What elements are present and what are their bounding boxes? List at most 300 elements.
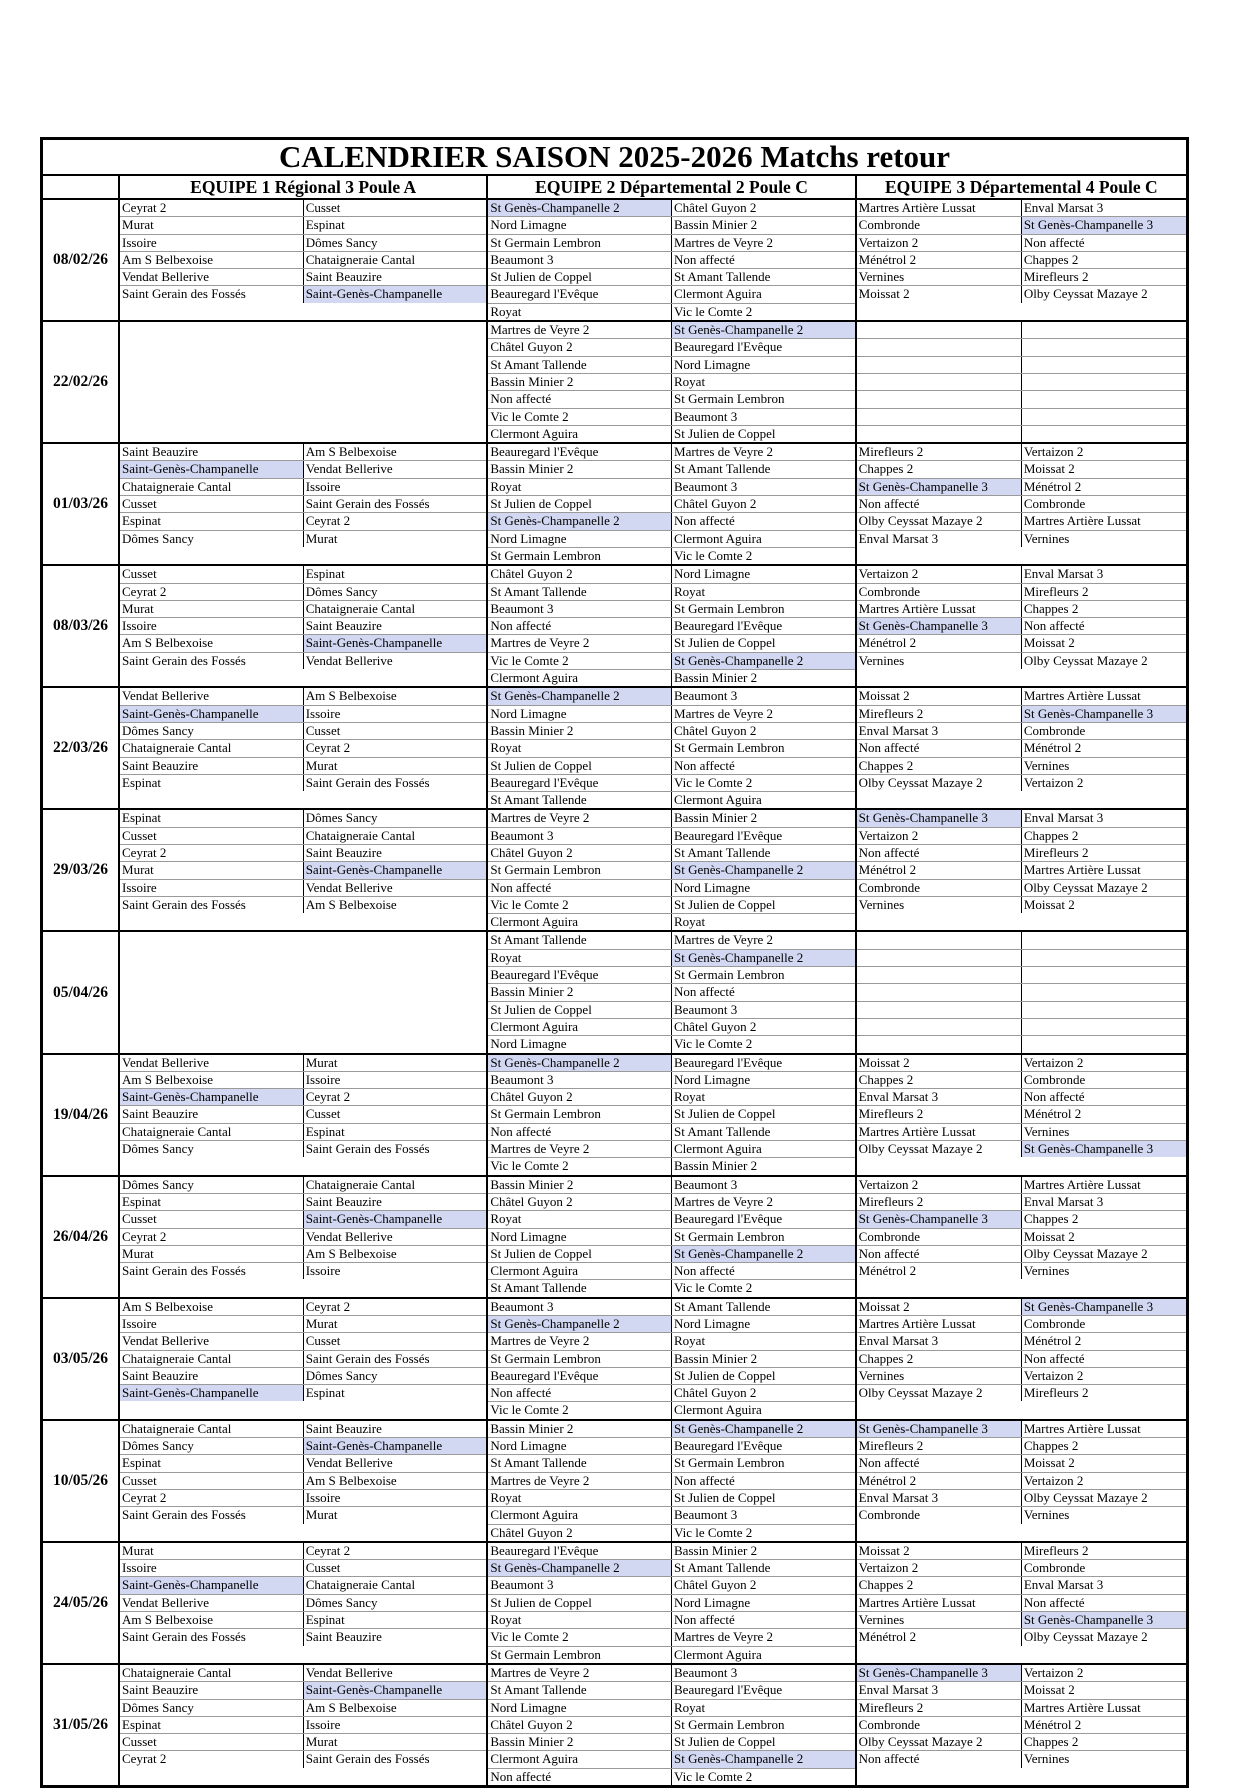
matchday-date: 08/02/26 [52,251,109,269]
fixture-row [857,1629,1186,1645]
away-team: Non affecté [671,1263,855,1279]
home-team: Ceyrat 2 [122,844,167,860]
fixture-row [488,1525,854,1541]
home-team: Martres de Veyre 2 [490,1472,590,1488]
fixture-row [857,391,1186,408]
home-team: Am S Belbexoise [122,1612,214,1628]
away-team: Saint-Genès-Champanelle [303,635,487,651]
home-team: Saint Gerain des Fossés [122,1629,246,1645]
away-team: Martres Artière Lussat [1021,862,1186,878]
home-team: Martres Artière Lussat [858,600,976,616]
fixture-row [488,1700,854,1717]
home-team: Martres de Veyre 2 [490,810,590,826]
away-team: Am S Belbexoise [303,444,487,460]
home-team: Vernines [858,1367,905,1383]
away-team: Saint Gerain des Fossés [303,496,487,512]
fixture-row [488,1769,854,1785]
fixture-row [488,496,854,513]
fixture-row [488,426,854,442]
fixture-row [488,1490,854,1507]
away-team: Saint Gerain des Fossés [303,1751,487,1767]
fixture-row [488,200,854,217]
fixture-row [488,1402,854,1418]
fixture-row [120,1333,486,1350]
fixture-row [857,1089,1186,1106]
away-team: Chappes 2 [1021,1211,1186,1227]
home-team: St Genès-Champanelle 3 [857,618,1021,634]
away-team: Saint Beauzire [303,1421,487,1437]
away-team [1021,357,1186,373]
fixture-row [857,584,1186,601]
home-team: Beauregard l'Evêque [490,444,599,460]
home-team: Royat [490,949,522,965]
fixture-row [120,810,486,827]
home-team: Nord Limagne [490,705,567,721]
away-team: Cusset [303,1106,487,1122]
home-team: Beaumont 3 [490,600,554,616]
away-team: Vernines [1021,1507,1186,1523]
fixture-row [120,740,486,757]
home-team: Vernines [858,652,905,668]
home-team: Vendat Bellerive [122,1333,210,1349]
fixture-row [857,1055,1186,1072]
away-team: Beaumont 3 [671,1507,855,1523]
home-team: St Genès-Champanelle 2 [488,200,671,216]
away-team [1021,932,1186,948]
team-2-fixtures [486,1665,854,1785]
home-team: Am S Belbexoise [122,1298,214,1314]
fixture-row [120,688,486,705]
fixture-row [488,1682,854,1699]
home-team: St Germain Lembron [490,1106,601,1122]
home-team: Martres de Veyre 2 [490,1141,590,1157]
away-team: Martres Artière Lussat [1021,1700,1186,1716]
home-team: Saint-Genès-Champanelle [120,706,303,722]
away-team: Beauregard l'Evêque [671,339,855,355]
home-team: Ceyrat 2 [122,583,167,599]
away-team: Am S Belbexoise [303,688,487,704]
team-3-fixtures [855,1177,1186,1297]
home-team: Vendat Bellerive [122,269,210,285]
home-team: Enval Marsat 3 [858,1089,939,1105]
fixture-row [857,601,1186,618]
home-team: Beauregard l'Evêque [490,1367,599,1383]
away-team: Beaumont 3 [671,479,855,495]
team-1-fixtures [118,688,486,808]
fixture-row [120,286,486,302]
home-team: Ménétrol 2 [858,635,917,651]
fixture-row [857,862,1186,879]
fixture-row [857,1333,1186,1350]
away-team: Olby Ceyssat Mazaye 2 [1021,653,1186,669]
matchday-date: 08/03/26 [52,617,109,635]
away-team: Cusset [303,1333,487,1349]
away-team: Châtel Guyon 2 [671,200,855,216]
home-team: Combronde [858,583,921,599]
home-team: Royat [490,740,522,756]
fixture-row [488,1751,854,1768]
away-team: Chataigneraie Cantal [303,601,487,617]
home-team: Moissat 2 [858,688,910,704]
fixture-row [488,461,854,478]
away-team: Mirefleurs 2 [1021,845,1186,861]
fixture-row [488,1351,854,1368]
fixture-row [857,1246,1186,1263]
home-team: St Julien de Coppel [490,757,592,773]
home-team: Vic le Comte 2 [490,652,569,668]
fixture-row [488,513,854,530]
fixture-row [488,1595,854,1612]
home-team: Olby Ceyssat Mazaye 2 [858,1734,983,1750]
away-team: Beauregard l'Evêque [671,1055,855,1071]
fixture-row [488,862,854,879]
home-team: Cusset [122,827,157,843]
away-team: Non affecté [1021,1595,1186,1611]
fixture-row [488,409,854,426]
away-team: Non affecté [671,252,855,268]
home-team: Saint Beauzire [122,1106,199,1122]
fixture-row [120,635,486,652]
fixture-row [120,1490,486,1507]
away-team: Chappes 2 [1021,601,1186,617]
away-team: Ménétrol 2 [1021,1106,1186,1122]
home-team: Beauregard l'Evêque [490,967,599,983]
home-team: Nord Limagne [490,1036,567,1052]
fixture-row [120,1141,486,1157]
fixture-row [488,1717,854,1734]
fixture-row [120,1194,486,1211]
fixture-row [488,548,854,564]
away-team: Vertaizon 2 [1021,444,1186,460]
away-team: Vernines [1021,1263,1186,1279]
fixture-row [120,1577,486,1594]
fixture-row [120,897,486,913]
fixture-row [488,1158,854,1174]
away-team: Combronde [1021,723,1186,739]
away-team: Enval Marsat 3 [1021,566,1186,582]
away-team: Ménétrol 2 [1021,1717,1186,1733]
away-team [1021,1002,1186,1018]
away-team: Mirefleurs 2 [1021,1385,1186,1401]
fixture-row [488,688,854,705]
matchday-date: 03/05/26 [52,1349,109,1367]
home-team: Royat [490,1211,522,1227]
fixture-row [488,635,854,652]
home-team [857,932,1021,948]
team-2-fixtures [486,1177,854,1297]
fixture-row [488,1473,854,1490]
away-team: Espinat [303,217,487,233]
fixture-row [120,1665,486,1682]
away-team: Olby Ceyssat Mazaye 2 [1021,1629,1186,1645]
away-team: Vic le Comte 2 [671,1769,855,1785]
away-team: Saint Beauzire [303,845,487,861]
fixture-row [857,1560,1186,1577]
matchday-block [43,1419,1186,1541]
away-team: Beaumont 3 [671,688,855,704]
away-team: Murat [303,1734,487,1750]
fixture-row [488,1368,854,1385]
fixture-row [488,984,854,1001]
fixture-row [120,1385,486,1401]
fixture-row [120,706,486,723]
away-team: Martres Artière Lussat [1021,688,1186,704]
home-team: Royat [490,303,522,319]
away-team [1021,1019,1186,1035]
away-team: Vertaizon 2 [1021,1055,1186,1071]
home-team: Vic le Comte 2 [490,1158,569,1174]
away-team: Chataigneraie Cantal [303,1177,487,1193]
home-team: Olby Ceyssat Mazaye 2 [858,1141,983,1157]
home-team: St Julien de Coppel [490,1245,592,1261]
away-team: St Genès-Champanelle 2 [671,950,855,966]
home-team: Saint-Genès-Champanelle [120,461,303,477]
home-team [857,950,1021,966]
fixture-row [488,286,854,303]
matchday-date: 26/04/26 [52,1227,109,1245]
fixture-row [120,880,486,897]
home-team: Espinat [122,774,162,790]
team-3-header: EQUIPE 3 Départemental 4 Poule C [855,176,1186,198]
away-team: Enval Marsat 3 [1021,200,1186,216]
home-team: Clermont Aguira [490,425,579,441]
away-team: Vernines [1021,1751,1186,1767]
fixture-row [120,496,486,513]
home-team: St Germain Lembron [490,1646,601,1662]
team-3-fixtures [855,444,1186,564]
away-team: Nord Limagne [671,357,855,373]
home-team: Moissat 2 [858,1542,910,1558]
away-team: Martres de Veyre 2 [671,444,855,460]
fixture-row [488,792,854,808]
fixture-row [120,601,486,618]
away-team: St Genès-Champanelle 2 [671,322,855,338]
home-team: Bassin Minier 2 [490,373,574,389]
away-team: Vic le Comte 2 [671,775,855,791]
away-team: Beauregard l'Evêque [671,1438,855,1454]
home-team: Beauregard l'Evêque [490,1542,599,1558]
home-team: Ménétrol 2 [858,251,917,267]
fixture-row [857,1700,1186,1717]
home-team: Clermont Aguira [490,1018,579,1034]
fixture-row [857,269,1186,286]
away-team: Espinat [303,566,487,582]
home-team: Chataigneraie Cantal [122,1420,232,1436]
home-team: St Genès-Champanelle 2 [488,1055,671,1071]
away-team: Châtel Guyon 2 [671,723,855,739]
fixture-row [488,1055,854,1072]
home-team: Mirefleurs 2 [858,444,924,460]
matchday-date: 01/03/26 [52,495,109,513]
fixture-row [857,1211,1186,1228]
home-team [857,357,1021,373]
fixture-row [120,1700,486,1717]
fixture-row [857,1577,1186,1594]
home-team: St Genès-Champanelle 3 [857,810,1021,826]
team-2-fixtures [486,932,854,1052]
home-team: St Amant Tallende [490,356,587,372]
away-team: Vertaizon 2 [1021,1665,1186,1681]
away-team: Vertaizon 2 [1021,1368,1186,1384]
away-team: Ceyrat 2 [303,1543,487,1559]
away-team: Saint Beauzire [303,1194,487,1210]
fixture-row [857,409,1186,426]
home-team: Non affecté [490,618,552,634]
home-team: Bassin Minier 2 [490,1176,574,1192]
matchday-date: 29/03/26 [52,861,109,879]
team-3-fixtures [855,1543,1186,1663]
fixture-row [857,1141,1186,1157]
away-team: St Germain Lembron [671,601,855,617]
fixture-row [488,653,854,670]
fixture-row [488,1665,854,1682]
fixture-row [857,1263,1186,1279]
away-team: Non affecté [671,1473,855,1489]
away-team: Vic le Comte 2 [671,1525,855,1541]
fixture-row [857,828,1186,845]
matchday-block [43,1663,1186,1785]
home-team: Issoire [122,1316,157,1331]
home-team: Nord Limagne [490,530,567,546]
matchday-block [43,1541,1186,1663]
fixture-row [488,1455,854,1472]
away-team: St Julien de Coppel [671,1106,855,1122]
fixture-row [857,357,1186,374]
away-team: Enval Marsat 3 [1021,1194,1186,1210]
home-team: Murat [122,862,154,878]
fixture-row [488,1629,854,1646]
away-team: Royat [671,914,855,930]
fixture-row [857,932,1186,949]
away-team: Murat [303,1507,487,1523]
fixture-row [857,235,1186,252]
fixture-row [857,252,1186,269]
home-team: Moissat 2 [858,1054,910,1070]
away-team: Moissat 2 [1021,635,1186,651]
away-team: Ceyrat 2 [303,513,487,529]
fixture-row [120,1629,486,1645]
fixture-row [120,775,486,791]
away-team: Chappes 2 [1021,828,1186,844]
fixture-row [488,1734,854,1751]
home-team: Chappes 2 [858,1350,914,1366]
calendar-table [40,137,1189,1788]
away-team: Espinat [303,1124,487,1140]
fixture-row [857,531,1186,547]
home-team: Vic le Comte 2 [490,408,569,424]
home-team: Martres de Veyre 2 [490,322,590,338]
away-team: Vertaizon 2 [1021,1473,1186,1489]
away-team: Non affecté [671,758,855,774]
home-team: Saint Beauzire [122,1367,199,1383]
away-team: Non affecté [671,984,855,1000]
home-team: St Genès-Champanelle 3 [857,479,1021,495]
fixture-row [857,1351,1186,1368]
fixture-row [488,1299,854,1316]
home-team: Enval Marsat 3 [858,530,939,546]
home-team: Non affecté [490,1385,552,1401]
home-team: Am S Belbexoise [122,1071,214,1087]
away-team: Bassin Minier 2 [671,1543,855,1559]
fixture-row [488,1002,854,1019]
home-team: Am S Belbexoise [122,251,214,267]
home-team: Vernines [858,269,905,285]
away-team: St Genès-Champanelle 2 [671,1246,855,1262]
home-team: Saint-Genès-Champanelle [120,1089,303,1105]
home-team: Royat [490,1612,522,1628]
home-team: Murat [122,217,154,233]
matchday-date: 31/05/26 [52,1715,109,1733]
fixture-row [488,1560,854,1577]
away-team: Saint-Genès-Champanelle [303,286,487,302]
home-team: Espinat [122,513,162,529]
fixture-row [120,1089,486,1106]
team-1-fixtures [118,1177,486,1297]
home-team: Vic le Comte 2 [490,1629,569,1645]
home-team: Mirefleurs 2 [858,1193,924,1209]
fixture-row [120,1560,486,1577]
away-team: Issoire [303,1717,487,1733]
fixture-row [857,1455,1186,1472]
home-team: Mirefleurs 2 [858,1438,924,1454]
home-team: St Julien de Coppel [490,269,592,285]
date-column-header [43,176,118,198]
fixture-row [120,653,486,669]
fixture-row [488,1507,854,1524]
fixture-row [488,584,854,601]
fixture-row [120,758,486,775]
fixture-row [488,1647,854,1663]
home-team: Dômes Sancy [122,1141,194,1157]
fixture-row [488,758,854,775]
away-team: Am S Belbexoise [303,1246,487,1262]
away-team: Vic le Comte 2 [671,1280,855,1296]
away-team: Ceyrat 2 [303,1089,487,1105]
home-team: Clermont Aguira [490,1751,579,1767]
home-team: Châtel Guyon 2 [490,566,573,582]
away-team: St Germain Lembron [671,967,855,983]
matchday-block [43,808,1186,930]
fixture-row [857,758,1186,775]
fixture-row [120,252,486,269]
team-3-fixtures [855,1421,1186,1541]
team-2-fixtures [486,1421,854,1541]
away-team: St Julien de Coppel [671,1368,855,1384]
away-team: St Genès-Champanelle 3 [1021,1141,1186,1157]
home-team: Châtel Guyon 2 [490,1089,573,1105]
fixture-row [857,897,1186,913]
home-team: Saint-Genès-Champanelle [120,1385,303,1401]
away-team: Vertaizon 2 [1021,775,1186,791]
home-team [857,391,1021,407]
away-team: Non affecté [1021,1089,1186,1105]
home-team: Vertaizon 2 [858,827,919,843]
away-team: Olby Ceyssat Mazaye 2 [1021,286,1186,302]
home-team: Martres Artière Lussat [858,200,976,215]
fixture-row [120,269,486,286]
away-team: Beauregard l'Evêque [671,1211,855,1227]
fixture-row [120,217,486,234]
home-team [857,1036,1021,1052]
away-team: St Genès-Champanelle 2 [671,653,855,669]
fixture-row [488,339,854,356]
away-team: Vic le Comte 2 [671,548,855,564]
fixture-row [857,1543,1186,1560]
away-team: Nord Limagne [671,880,855,896]
away-team: Beauregard l'Evêque [671,1682,855,1698]
home-team: Martres de Veyre 2 [490,1333,590,1349]
home-team: Clermont Aguira [490,914,579,930]
